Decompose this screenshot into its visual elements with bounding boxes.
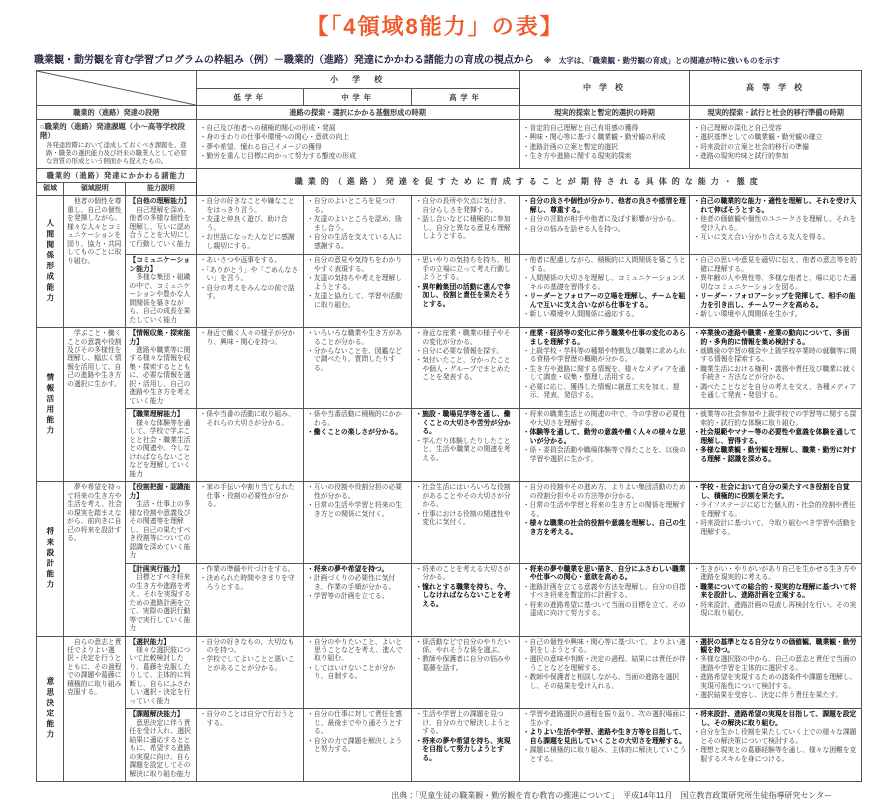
- stage-cell-elementary: 進路の探索・選択にかかる基盤形成の時期: [196, 106, 519, 120]
- bullet-item: ・自分の役割やその進め方、よりよい集団活動のための役割分担やその方法等が分かる。: [522, 484, 686, 500]
- bullet-item: ・産業・経済等の変化に伴う職業や仕事の変化のあらましを理解する。: [522, 330, 686, 346]
- col-header-ability-desc: 能力説明: [126, 182, 196, 196]
- content-cell-elementary-middle: [303, 409, 411, 482]
- bullet-item: ・将来設計、進路希望の実現を目指して、課題を設定し、その解決に取り組む。: [693, 711, 857, 727]
- bullet-item: ・生きがい・やりがいがあり自己を生かせる生き方や進路を現実的に考える。: [693, 565, 857, 582]
- bullet-item: ・互いに支え合い分かり合える友人を得る。: [693, 234, 830, 242]
- school-header-high-school: 高等学校: [690, 71, 862, 106]
- bullet-item: ・いろいろな職業や生き方があることが分かる。: [306, 330, 403, 346]
- bullet-item: ・進路計画の立案と暫定的選択: [522, 143, 618, 151]
- content-cell-high-school: [690, 563, 862, 636]
- bullet-item: ・新しい環境や人間関係に適応する。: [522, 311, 639, 319]
- bullet-item: ・自分の長所や欠点に気付き、自分らしさを発揮する。: [415, 198, 511, 214]
- ability-desc-cell: [126, 328, 196, 409]
- school-header-row: [37, 71, 862, 89]
- page-title: 【「4領域8能力」の表】: [306, 14, 564, 39]
- bullet-item: ・学んだり体験したりしたことと、生活や職業との関連を考える。: [415, 437, 511, 462]
- content-cell-junior-high: [519, 255, 690, 328]
- bullet-item: ・決められた時間やきまりを守ろうとする。: [199, 575, 295, 591]
- bullet-item: ・勤労を重んじ目標に向かって努力する態度の形成: [199, 153, 356, 161]
- bullet-item: ・学校でしてよいことと悪いことがあることが分かる。: [199, 656, 295, 672]
- bullet-item: ・進路計画を立てる意義や方法を理解し、自分の目指すべき将来を暫定的に計画する。: [522, 583, 686, 600]
- content-cell-high-school: [690, 482, 862, 563]
- ability-desc-cell: [126, 255, 196, 328]
- bullet-item: ・社会生活にはいろいろな役割があることやその大切さが分かる。: [415, 484, 511, 509]
- main-table: [36, 70, 862, 782]
- task-cell-junior-high: [519, 120, 690, 169]
- ability-row-0: [37, 255, 862, 328]
- bullet-item: ・教師や保護者に自分の悩みや葛藤を話す。: [415, 656, 511, 672]
- bullet-item: ・互いの役割や役割分担の必要性が分かる。: [306, 484, 403, 500]
- bullet-item: ・自分のやりたいこと、よいと思うことなどを考え、進んで取り組む。: [306, 638, 403, 663]
- bullet-item: ・卒業後の進路や職業・産業の動向について、多面的・多角的に情報を集め検討する。: [693, 330, 850, 346]
- content-cell-elementary-middle: [303, 709, 411, 782]
- bullet-item: ・新しい環境や人間関係を生かす。: [693, 311, 802, 319]
- bullet-item: ・自己の思いや意見を適切に伝え、他者の意志等を的確に理解する。: [693, 257, 857, 273]
- bullet-item: ・「ありがとう」や「ごめんなさい」を言う。: [199, 266, 299, 283]
- bullet-item: ・日常の生活や学習と将来の生き方との関係に気付く。: [306, 502, 403, 518]
- content-cell-junior-high: [519, 636, 690, 709]
- content-cell-elementary-upper: [412, 709, 519, 782]
- domain-desc-0: [64, 196, 126, 328]
- bullet-item: ・課題に積極的に取り組み、主体的に解決していこうとする。: [522, 747, 687, 763]
- bullet-item: ・自分の良さや個性が分かり、他者の良さや感情を理解し、尊重する。: [522, 198, 686, 214]
- bullet-item: ・計画づくりの必要性に気付き、作業の手順が分かる。: [306, 575, 396, 591]
- task-label-body: 各発達段階において達成しておくべき課題を、進路・職業の選択能力及び将来の職業人として必要な資質の形成という側面から捉えたもの。: [46, 141, 187, 165]
- subtitle-note: ※ 太字は、「職業観・勤労観の育成」との関連が特に強いものを示す: [543, 56, 780, 65]
- ability-desc-cell: [126, 636, 196, 709]
- content-cell-junior-high: [519, 409, 690, 482]
- content-cell-elementary-upper: [412, 328, 519, 409]
- content-cell-high-school: [690, 409, 862, 482]
- bullet-item: ・異年齢の人や異性等、多様な他者と、場に応じた適切なコミュニケーションを図る。: [693, 275, 857, 291]
- content-cell-junior-high: [519, 328, 690, 409]
- bullet-item: ・将来設計の立案と社会的移行の準備: [693, 143, 809, 151]
- bullet-item: ・自分の仕事に対して責任を感じ、最後までやり通そうとする。: [306, 711, 403, 736]
- bullet-item: ・夢や希望、憧れる自己イメージの獲得: [199, 143, 322, 151]
- bullet-item: ・思いやりの気持ちを持ち、相手の立場に立って考え行動しようとする。: [415, 257, 511, 282]
- section-row-2: [37, 482, 862, 563]
- bullet-item: ・してはいけないことが分かり、自制する。: [306, 664, 396, 681]
- bullet-item: ・自己の職業的な能力・適性を理解し、それを受け入れて伸ばそうとする。: [693, 198, 857, 214]
- bullet-item: ・話し合いなどに積極的に参加し、自分と異なる意見も理解しようとする。: [415, 216, 511, 241]
- bullet-item: ・将来の進路希望に基づいて当面の目標を立て、その達成に向けて努力する。: [522, 601, 686, 618]
- task-label-title: ○職業的（進路）発達課題（小～高等学校段階）: [40, 122, 185, 141]
- bullet-item: ・身近な産業・職業の様子やその変化が分かる。: [415, 330, 511, 346]
- bullet-item: ・自分の言動が相手や他者に及ぼす影響が分かる。: [522, 216, 680, 224]
- content-cell-elementary-upper: [412, 563, 519, 636]
- ability-desc: 多様な集団・組織の中で、コミュニケーションや豊かな人間関係を築きながら、自己の成長を果たしていく能力: [129, 274, 191, 324]
- diagonal-cell: [37, 71, 197, 106]
- bullet-item: ・将来の夢や職業を思い描き、自分にふさわしい職業や仕事への関心・意欲を高める。: [522, 565, 686, 582]
- bullet-item: ・就職後の学習の機会や上級学校卒業時の就職等に関する情報を探索する。: [693, 348, 857, 364]
- bullet-item: ・係・委員会活動や職場体験等で得たことを、以後の学習や選択に生かす。: [522, 447, 686, 463]
- school-header-elementary: 小学校: [196, 71, 519, 89]
- bullet-item: ・友達の気持ちや考えを理解しようとする。: [306, 275, 403, 291]
- content-cell-elementary-upper: [412, 409, 519, 482]
- ability-name: 【課題解決能力】: [129, 711, 184, 719]
- domain-desc-text: 夢や希望を持って将来の生き方や生活を考え、社会の現実を踏まえながら、前向きに自己の将来を設計する。: [67, 484, 122, 543]
- abilities-header-row: [37, 168, 862, 182]
- content-cell-elementary-middle: [303, 328, 411, 409]
- content-cell-junior-high: [519, 563, 690, 636]
- content-cell-elementary-lower: [196, 563, 303, 636]
- bullet-item: ・将来の職業生活との関連の中で、今の学習の必要性や大切さを理解する。: [522, 411, 686, 427]
- task-row: [37, 120, 862, 169]
- bullet-item: ・自分の好きなもの、大切なものを持つ。: [199, 638, 295, 654]
- grade-header-middle: 中学年: [303, 89, 411, 106]
- content-cell-elementary-middle: [303, 196, 411, 255]
- content-cell-elementary-lower: [196, 196, 303, 255]
- content-cell-elementary-upper: [412, 636, 519, 709]
- bullet-item: ・分からないことを、図鑑などで調べたり、質問したりする。: [306, 348, 403, 372]
- bullet-item: ・生き方や進路に関する現実的探索: [522, 153, 632, 161]
- ability-desc: 意思決定に伴う責任を受け入れ、選択結果に適応するとともに、希望する進路の実現に向け、自ら課題を設定してその解決に取り組む能力: [129, 719, 191, 778]
- bullet-item: ・自分の生活を支えている人に感謝する。: [306, 234, 403, 250]
- ability-name: 【コミュニケーション能力】: [129, 257, 191, 273]
- domain-desc-2: [64, 482, 126, 636]
- stage-cell-junior-high: 現実的探索と暫定的選択の時期: [519, 106, 690, 120]
- col-header-domain-desc: 領域説明: [64, 182, 126, 196]
- ability-desc-cell: [126, 482, 196, 563]
- bullet-item: ・係や当番活動に積極的にかかわる。: [306, 411, 403, 427]
- bullet-item: ・職業生活における権利・義務や責任及び職業に就く手続き・方法などが分かる。: [693, 365, 857, 382]
- bullet-item: ・自分の意見や気持ちをわかりやすく表現する。: [306, 257, 403, 273]
- col-header-domain: 領域: [37, 182, 64, 196]
- bullet-item: ・自分の悩みを話せる人を持つ。: [522, 225, 625, 233]
- ability-desc-cell: [126, 409, 196, 482]
- section-row-1: [37, 328, 862, 409]
- bullet-item: ・就業等の社会参加や上級学校での学習等に関する探索的・試行的な体験に取り組む。: [693, 411, 857, 427]
- bullet-item: ・様々な職業の社会的役割や意義を理解し、自己の生き方を考える。: [522, 520, 686, 536]
- content-cell-high-school: [690, 709, 862, 782]
- stage-cell-high-school: 現実的探索・試行と社会的移行準備の時期: [690, 106, 862, 120]
- bullet-item: ・自分の考えをみんなの前で話す。: [199, 284, 295, 301]
- domain-label-text: 情報活用能力: [45, 372, 55, 437]
- content-cell-elementary-lower: [196, 482, 303, 563]
- bullet-item: ・生き方や進路に関する情報を、様々なメディアを通して調査・収集・整理し活用する。: [522, 365, 686, 382]
- bullet-item: ・日常の生活や学習と将来の生き方との関係を理解する。: [522, 502, 686, 518]
- bullet-item: ・選択の意味や判断・決定の過程、結果には責任が伴うことなどを理解する。: [522, 656, 686, 672]
- domain-label-1: [37, 328, 64, 482]
- bullet-item: ・選択結果を受容し、決定に伴う責任を果たす。: [693, 692, 843, 700]
- bullet-item: ・将来のことを考える大切さが分かる。: [415, 565, 511, 582]
- content-cell-junior-high: [519, 482, 690, 563]
- domain-desc-1: [64, 328, 126, 482]
- ability-body: [37, 196, 862, 782]
- grade-header-lower: 低学年: [196, 89, 303, 106]
- ability-name: 【計画実行能力】: [129, 565, 184, 573]
- ability-row-3: [37, 709, 862, 782]
- task-label-cell: [37, 120, 197, 169]
- grade-header-upper: 高学年: [412, 89, 519, 106]
- content-cell-elementary-middle: [303, 482, 411, 563]
- content-cell-elementary-lower: [196, 409, 303, 482]
- bullet-item: ・よりよい生活や学習、進路や生き方等を目指して、自ら課題を見出していくことの大切さを理解する。: [522, 729, 687, 745]
- content-cell-high-school: [690, 636, 862, 709]
- bullet-item: ・他者の価値観や個性のユニークさを理解し、それを受け入れる。: [693, 216, 857, 232]
- domain-desc-text: 自らの意志と責任でよりよい選択・決定を行うとともに、その過程での課題や葛藤に積極的に取り組み克服する。: [67, 638, 122, 697]
- bullet-item: ・学習や進路選択の過程を振り返り、次の選択場面に生かす。: [522, 711, 686, 727]
- bullet-item: ・職業についての総合的・現実的な理解に基づいて将来を設計し、進路計画を立案する。: [693, 583, 857, 600]
- bullet-item: ・係や当番の活動に取り組み、それらの大切さが分かる。: [199, 411, 296, 427]
- section-row-0: [37, 196, 862, 255]
- bullet-item: ・身のまわりの仕事や環境への関心・意欲の向上: [199, 134, 350, 142]
- content-cell-elementary-lower: [196, 328, 303, 409]
- bullet-item: ・自分に必要な情報を探す。: [415, 348, 504, 355]
- content-cell-elementary-lower: [196, 636, 303, 709]
- bullet-item: ・憧れとする職業を持ち、今、しなければならないことを考える。: [415, 583, 511, 608]
- bullet-item: ・自己理解の深化と自己受容: [693, 124, 782, 132]
- bullet-item: ・係活動などで自分のやりたい係、やれそうな係を選ぶ。: [415, 638, 511, 654]
- bullet-item: ・友達のよいところを認め、励まし合う。: [306, 216, 402, 232]
- ability-desc: 様々な選択肢について比較検討したり、葛藤を克服したりして、主体的に判断し、自らにふさわしい選択・決定を行っていく能力: [129, 646, 191, 705]
- content-cell-elementary-lower: [196, 255, 303, 328]
- bullet-item: ・仕事における役割の関連性や変化に気付く。: [415, 510, 511, 527]
- bullet-item: ・学習等の計画を立てる。: [306, 593, 389, 601]
- bullet-item: ・進路の現実吟味と試行的参加: [693, 153, 789, 161]
- bullet-item: ・多様な選択肢の中から、自己の意志と責任で当面の進路や学習を主体的に選択する。: [693, 656, 857, 672]
- ability-row-2: [37, 563, 862, 636]
- diagonal-line: [37, 71, 196, 105]
- domain-desc-text: 他者の個性を尊重し、自己の個性を発揮しながら、様々な人々とコミュニケーションを図り、協力・共同してものごとに取り組む。: [67, 198, 122, 265]
- bullet-item: ・将来設計に基づいて、今取り組むべき学習や活動を理解する。: [693, 520, 857, 536]
- bullet-item: ・選択の基準となる自分なりの価値観、職業観・勤労観を持つ。: [693, 638, 857, 654]
- bullet-item: ・身近で働く人々の様子が分かり、興味・関心を持つ。: [199, 330, 295, 346]
- bullet-item: ・進路希望を実現するための諸条件や課題を理解し、実現可能性について検討する。: [693, 674, 857, 690]
- subtitle-row: [34, 51, 862, 66]
- ability-name: 【情報収集・探索能力】: [129, 330, 191, 346]
- ability-desc: 生活・仕事上の多様な役割や意義及びその関連等を理解し、自己の果たすべき役割等についての認識を深めていく能力: [129, 501, 191, 560]
- bullet-item: ・将来の夢や希望を持つ。: [306, 565, 389, 573]
- abilities-header-right: 職業的（進路）発達を促すために育成することが期待される具体的な能力・態度: [196, 168, 861, 196]
- ability-name: 【役割把握・認識能力】: [129, 484, 191, 500]
- bullet-item: ・選択基準としての職業観・勤労観の確立: [693, 134, 823, 142]
- bullet-item: ・あいさつや返事をする。: [199, 257, 282, 265]
- bullet-item: ・家の手伝いや割り当てられた仕事・役割の必要性が分かる。: [199, 484, 295, 509]
- bullet-item: ・調べたことなどを自分の考えを交え、各種メディアを通して発表・発信する。: [693, 383, 857, 400]
- bullet-item: ・人間関係の大切さを理解し、コミュニケーションスキルの基礎を習得する。: [522, 275, 686, 291]
- bullet-item: ・自分を生かし役割を果たしていく上での様々な課題とその解決策について検討する。: [693, 729, 857, 745]
- domain-desc-3: [64, 636, 126, 782]
- ability-name: 【自他の理解能力】: [129, 198, 191, 206]
- bullet-item: ・多様な職業観・勤労観を理解し、職業・勤労に対する理解・認識を深める。: [693, 447, 857, 463]
- content-cell-high-school: [690, 196, 862, 255]
- bullet-item: ・リーダーとフォロアーの立場を理解し、チームを組んで互いに支え合いながら仕事をする。: [522, 293, 686, 309]
- bullet-item: ・ライフステージに応じた個人的・社会的役割や責任を理解する。: [693, 502, 856, 518]
- content-cell-elementary-middle: [303, 255, 411, 328]
- domain-label-text: 人間関係形成能力: [45, 219, 55, 305]
- ability-desc: 目標とすべき将来の生き方や進路を考え、それを実現するための進路計画を立て、実際の選択行動等で実行していく能力: [129, 574, 191, 633]
- abilities-header-left: 職業的（進路）発達にかかわる諸能力: [37, 168, 197, 182]
- bullet-item: ・リーダー・フォロアーシップを発揮して、相手の能力を引き出し、チームワークを高める。: [693, 293, 856, 309]
- bullet-item: ・体験等を通して、勤労の意義や働く人々の様々な思いが分かる。: [522, 429, 686, 445]
- stage-row-label: 職業的（進路）発達の段階: [37, 106, 197, 120]
- content-cell-elementary-upper: [412, 196, 519, 255]
- source-line: 出典：「児童生徒の職業観・勤労観を育む教育の推進について」 平成14年11月 国立教育政策研究所生徒指導研究センター: [391, 791, 832, 801]
- domain-label-2: [37, 482, 64, 636]
- ability-name: 【選択能力】: [129, 638, 171, 646]
- bullet-item: ・自分のよいところを見つける。: [306, 198, 396, 214]
- stage-row: [37, 106, 862, 120]
- bullet-item: ・気付いたこと、分かったことや個人・グループでまとめたことを発表する。: [415, 357, 511, 382]
- bullet-item: ・将来設計、進路計画の見直し再検討を行い、その実現に取り組む。: [693, 601, 857, 618]
- section-row-3: [37, 636, 862, 709]
- ability-row-1: [37, 409, 862, 482]
- content-cell-junior-high: [519, 196, 690, 255]
- ability-name: 【職業理解能力】: [129, 411, 184, 419]
- bullet-item: ・働くことの楽しさが分かる。: [306, 429, 403, 437]
- ability-desc-cell: [126, 196, 196, 255]
- content-cell-high-school: [690, 328, 862, 409]
- bullet-item: ・将来の夢や希望を持ち、実現を目指して努力しようとする。: [415, 737, 511, 762]
- content-cell-elementary-upper: [412, 255, 519, 328]
- domain-label-text: 意思決定能力: [45, 677, 55, 741]
- ability-desc: 様々な体験等を通して、学校で学ぶことと社会・職業生活との関連や、今しなければならないことなどを理解していく能力: [129, 419, 191, 478]
- bullet-item: ・作業の準備や片づけをする。: [199, 565, 295, 573]
- domain-label-0: [37, 196, 64, 328]
- bullet-item: ・必要に応じ、獲得した情報に創意工夫を加え、提示、発表、発信する。: [522, 383, 680, 400]
- bullet-item: ・施設・職場見学等を通し、働くことの大切さや苦労が分かる。: [415, 411, 511, 436]
- ability-desc: 自己理解を深め、他者の多様な個性を理解し、互いに認め合うことを大切にして行動していく能力: [129, 206, 191, 248]
- bullet-item: ・上級学校・学科等の種類や特徴及び職業に求められる資格や学習歴の概略が分かる。: [522, 348, 686, 364]
- content-cell-elementary-lower: [196, 709, 303, 782]
- bullet-item: ・他者に配慮しながら、積極的に人間関係を築こうとする。: [522, 257, 686, 273]
- bullet-item: ・理想と現実との葛藤経験等を通し、様々な困難を克服するスキルを身につける。: [693, 747, 857, 763]
- bullet-item: ・生活や学習上の課題を見つけ、自分の力で解決しようとする。: [415, 711, 511, 736]
- task-cell-elementary: [196, 120, 519, 169]
- bullet-item: ・お世話になった人などに感謝し親切にする。: [199, 234, 295, 250]
- bullet-item: ・社会規範やマナー等の必要性や意義を体験を通して理解し、習得する。: [693, 429, 857, 445]
- domain-desc-text: 学ぶこと・働くことの意義や役割及びその多様性を理解し、幅広く情報を活用して、自己の進路や生き方の選択に生かす。: [67, 330, 122, 388]
- bullet-item: ・肯定的自己理解と自己有用感の獲得: [522, 124, 639, 132]
- bullet-item: ・学校・社会において自分の果たすべき役割を自覚し、積極的に役割を果たす。: [693, 484, 850, 500]
- bullet-item: ・教師や保護者と相談しながら、当面の進路を選択し、その結果を受け入れる。: [522, 674, 680, 690]
- bullet-item: ・自分の力で課題を解決しようと努力する。: [306, 737, 403, 754]
- domain-label-text: 将来設計能力: [45, 527, 55, 591]
- bullet-item: ・友達と仲良く遊び、助け合う。: [199, 216, 288, 232]
- bullet-item: ・自己及び他者への積極的関心の形成・発展: [199, 124, 336, 132]
- content-cell-elementary-middle: [303, 636, 411, 709]
- bullet-item: ・異年齢集団の活動に進んで参加し、役割と責任を果たそうとする。: [415, 283, 511, 308]
- bullet-item: ・友達と協力して、学習や活動に取り組む。: [306, 293, 402, 309]
- content-cell-high-school: [690, 255, 862, 328]
- task-cell-high-school: [690, 120, 862, 169]
- content-cell-elementary-upper: [412, 482, 519, 563]
- bullet-item: ・自己の個性や興味・関心等に基づいて、よりよい選択をしようとする。: [522, 638, 686, 654]
- bullet-item: ・自分のことは自分で行おうとする。: [199, 711, 295, 727]
- domain-label-3: [37, 636, 64, 782]
- bullet-item: ・自分の好きなことや嫌なことをはっきり言う。: [199, 198, 295, 214]
- bullet-item: ・興味・関心等に基づく職業観・勤労観の形成: [522, 134, 666, 142]
- ability-desc-cell: [126, 709, 196, 782]
- content-cell-elementary-middle: [303, 563, 411, 636]
- ability-desc: 進路や職業等に関する様々な情報を収集・探索するとともに、必要な情報を選択・活用し、自己の進路や生き方を考えていく能力: [129, 347, 191, 405]
- content-cell-junior-high: [519, 709, 690, 782]
- subtitle: 職業観・勤労観を育む学習プログラムの枠組み（例）－職業的（進路）発達にかかわる諸能力の育成の視点から: [34, 55, 534, 66]
- school-header-junior-high: 中学校: [519, 71, 690, 106]
- ability-desc-cell: [126, 563, 196, 636]
